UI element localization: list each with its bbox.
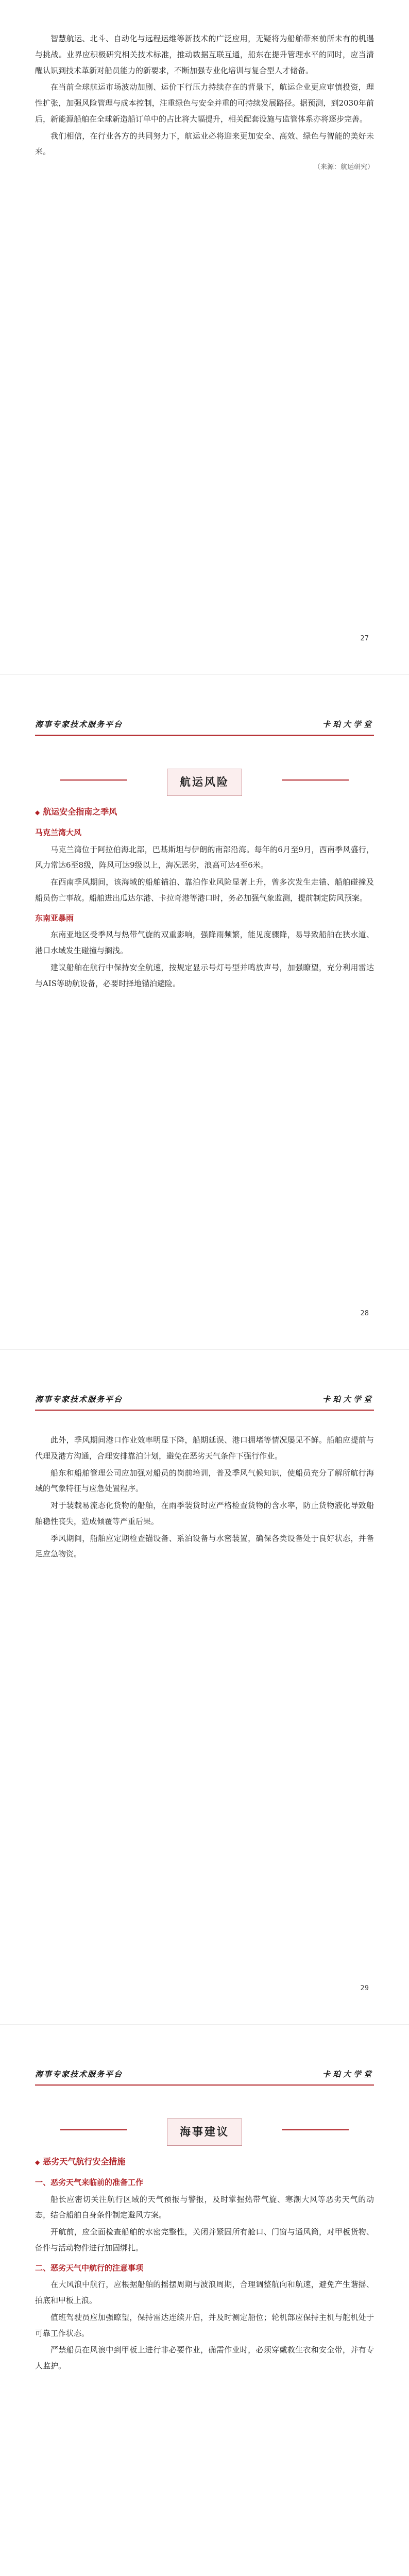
- paragraph: 建议船舶在航行中保持安全航速，按规定显示号灯号型并鸣放声号，加强瞭望，充分利用雷达与AIS等助航设备，必要时择地锚泊避险。: [35, 962, 374, 988]
- header-left: 海事专家技术服务平台: [35, 720, 123, 730]
- page-1: [0, 0, 409, 675]
- paragraph: 在当前全球航运市场波动加剧、运价下行压力持续存在的背景下，航运企业更应审慎投资，理性扩张，加强风险管理与成本控制，注重绿色与安全并重的可持续发展路径。据预测，到2030年前后，新能源船舶在全球新造船订单中的占比将大幅提升，相关配套设施与监管体系亦将逐步完善。: [35, 82, 374, 124]
- rubric-title: 航运风险: [167, 769, 242, 796]
- subsection-title: 东南亚暴雨: [35, 913, 74, 923]
- section-title: ◆ 恶劣天气航行安全措施: [35, 2154, 374, 2171]
- rubric-line: [60, 779, 127, 781]
- paragraph: 在西南季风期间，该海域的船舶锚泊、靠泊作业风险显著上升，曾多次发生走锚、船舶碰撞及船员伤亡事故。船舶进出瓜达尔港、卡拉奇港等港口时，务必加强气象监测，提前制定防风预案。: [35, 877, 374, 903]
- header-right: 卡珀大学堂: [322, 1395, 374, 1404]
- rubric-line: [60, 2129, 127, 2130]
- paragraph: 在大风浪中航行，应根据船舶的摇摆周期与波浪周期，合理调整航向和航速，避免产生谐摇、拍底和甲板上浪。: [35, 2280, 374, 2306]
- page-body: [35, 31, 374, 175]
- paragraph: 船长应密切关注航行区域的天气预报与警报，及时掌握热带气旋、寒潮大风等恶劣天气的动态，结合船舶自身条件制定避风方案。: [35, 2194, 374, 2220]
- page-header: [35, 2070, 374, 2086]
- page-number: 27: [360, 635, 369, 643]
- paragraph: 马克兰湾位于阿拉伯海北部，巴基斯坦与伊朗的南部沿海。每年的6月至9月，西南季风盛行，风力常达6至8级，阵风可达9级以上，海况恶劣，浪高可达4至6米。: [35, 844, 374, 870]
- page-4: [0, 2025, 409, 2576]
- paragraph: 此外，季风期间港口作业效率明显下降，船期延误、港口拥堵等情况屡见不鲜。船舶应提前与代理及港方沟通，合理安排靠泊计划，避免在恶劣天气条件下强行作业。: [35, 1435, 374, 1461]
- page-number: 28: [360, 1310, 369, 1318]
- page-header: [35, 1395, 374, 1411]
- rubric-title: 海事建议: [167, 2119, 242, 2146]
- page-body: [35, 1432, 374, 1563]
- rubric-line: [282, 779, 349, 781]
- section-title: ◆ 航运安全指南之季风: [35, 804, 374, 821]
- signature: （来源：航运研究）: [313, 163, 374, 171]
- paragraph: 开航前，应全面检查船舶的水密完整性，关闭并紧固所有舱口、门窗与通风筒，对甲板货物、备件与活动物件进行加固绑扎。: [35, 2227, 374, 2252]
- paragraph: 东南亚地区受季风与热带气旋的双重影响，强降雨频繁，能见度骤降，易导致船舶在狭水道、港口水域发生碰撞与搁浅。: [35, 930, 374, 956]
- page-number: 29: [360, 1985, 369, 1993]
- header-right: 卡珀大学堂: [322, 2070, 374, 2079]
- page-3: [0, 1350, 409, 2025]
- paragraph: 严禁船员在风浪中到甲板上进行非必要作业，确需作业时，必须穿戴救生衣和安全带，并有专人监护。: [35, 2345, 374, 2371]
- rubric-line: [282, 2129, 349, 2130]
- paragraph: 值班驾驶员应加强瞭望，保持雷达连续开启，并及时测定船位；轮机部应保持主机与舵机处于可靠工作状态。: [35, 2312, 374, 2338]
- header-left: 海事专家技术服务平台: [35, 2070, 123, 2079]
- subsection-title: 马克兰湾大风: [35, 827, 82, 837]
- paragraph: 对于装载易流态化货物的船舶，在雨季装货时应严格检查货物的含水率，防止货物液化导致船舶稳性丧失，造成倾覆等严重后果。: [35, 1501, 374, 1526]
- header-left: 海事专家技术服务平台: [35, 1395, 123, 1404]
- paragraph: 季风期间，船舶应定期检查锚设备、系泊设备与水密装置，确保各类设备处于良好状态，并备足应急物资。: [35, 1533, 374, 1559]
- header-right: 卡珀大学堂: [322, 720, 374, 730]
- paragraph: 船东和船舶管理公司应加强对船员的岗前培训，普及季风气候知识，使船员充分了解所航行海域的气象特征与应急处置程序。: [35, 1468, 374, 1494]
- page-body: [35, 757, 374, 992]
- section-rubric: [60, 769, 349, 790]
- page-body: [35, 2107, 374, 2375]
- section-rubric: [60, 2119, 349, 2140]
- paragraph: 我们相信，在行业各方的共同努力下，航运业必将迎来更加安全、高效、绿色与智能的美好未来。: [35, 131, 374, 157]
- subsection-title: 二、恶劣天气中航行的注意事项: [35, 2263, 144, 2273]
- page-2: [0, 675, 409, 1350]
- subsection-title: 一、恶劣天气来临前的准备工作: [35, 2177, 144, 2187]
- page-header: [35, 720, 374, 736]
- paragraph: 智慧航运、北斗、自动化与远程运维等新技术的广泛应用，无疑将为船舶带来前所未有的机遇与挑战。业界应积极研究相关技术标准，推动数据互联互通，船东在提升管理水平的同时，应当清醒认识到技术革新对船员能力的新要求，不断加强专业化培训与复合型人才储备。: [35, 34, 374, 75]
